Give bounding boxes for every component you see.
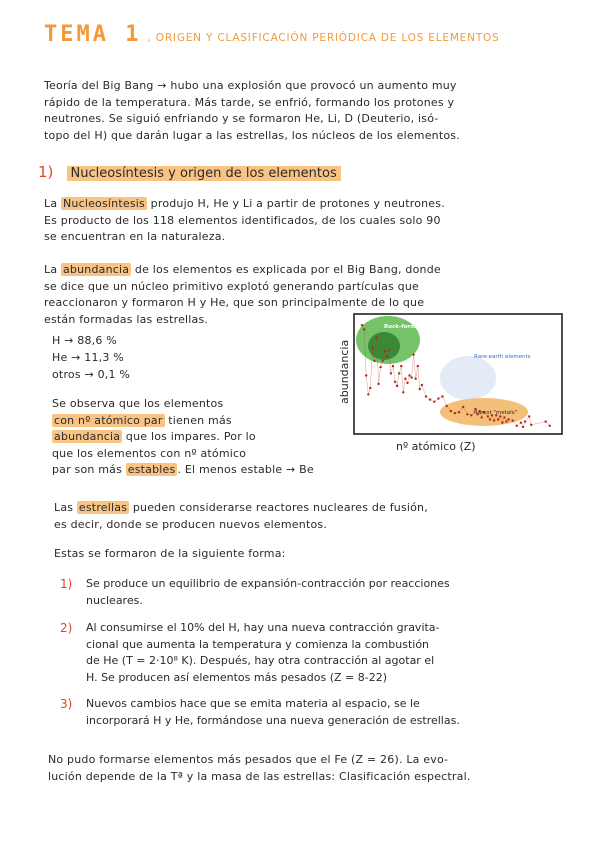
data-point: [446, 405, 448, 407]
data-point: [415, 378, 417, 380]
data-point: [512, 419, 514, 421]
data-point: [481, 416, 483, 418]
data-point: [365, 374, 367, 376]
paragraph-line: Se observa que los elementos: [52, 397, 224, 410]
paragraph-lead: La: [44, 263, 58, 276]
paragraph-line: lución depende de la Tª y la masa de las estrellas: Clasificación espectral.: [48, 769, 471, 783]
step-line: nucleares.: [86, 593, 143, 607]
rare-earth-region: [440, 356, 496, 400]
paragraph-text: que los impares. Por lo: [125, 430, 256, 443]
highlight-term: con nº atómico par: [54, 413, 163, 427]
title-subtitle: , ORIGEN Y CLASIFICACIÓN PERIÓDICA DE LOS ELEMENTOS: [147, 32, 500, 44]
stars-paragraph: [54, 500, 584, 533]
data-point: [507, 418, 509, 420]
percentage-item: otros → 0,1 %: [52, 368, 131, 381]
nucleosynthesis-paragraph: [44, 196, 584, 246]
highlight-term: abundancia: [62, 263, 130, 276]
page-title: [44, 22, 500, 47]
data-point: [549, 425, 551, 427]
data-point: [545, 420, 547, 422]
data-point: [520, 422, 522, 424]
data-point: [388, 349, 390, 351]
formation-step: [60, 696, 576, 729]
data-point: [516, 425, 518, 427]
intro-line: topo del H) que darán lugar a las estrellas, los núcleos de los elementos.: [44, 128, 460, 142]
section-title: Nucleosíntesis y origen de los elementos: [67, 166, 341, 181]
data-point: [375, 337, 377, 339]
data-point: [530, 424, 532, 426]
data-point: [398, 372, 400, 374]
data-point: [441, 395, 443, 397]
step-line: Nuevos cambios hace que se emita materia al espacio, se le: [86, 697, 420, 710]
step-line: Al consumirse el 10% del H, hay una nueva contracción gravita-: [86, 621, 440, 634]
paragraph-text: . El menos estable → Be: [177, 463, 314, 476]
observation-paragraph: [52, 396, 352, 479]
step-line: H. Se producen así elementos más pesados (Z = 8-22): [86, 670, 388, 684]
annotation-rock-forming: Rock-forming elements: [384, 324, 457, 330]
data-point: [379, 366, 381, 368]
data-point: [501, 422, 503, 424]
data-point: [503, 416, 505, 418]
data-point: [433, 401, 435, 403]
intro-line: neutrones. Se siguió enfriando y se formaron He, Li, D (Deuterio, isó-: [44, 112, 439, 125]
data-point: [404, 378, 406, 380]
section-number: 1): [38, 163, 54, 181]
highlight-term: Nucleosíntesis: [62, 197, 145, 210]
x-axis-label: nº atómico (Z): [396, 440, 476, 453]
intro-paragraph: [44, 78, 564, 144]
data-point: [505, 420, 507, 422]
paragraph-text: par son más: [52, 463, 123, 476]
paragraph-line: No pudo formarse elementos más pesados que el Fe (Z = 26). La evo-: [48, 753, 449, 766]
data-point: [450, 410, 452, 412]
annotation-rarest: Rarest "metals": [474, 410, 518, 416]
formation-intro: Estas se formaron de la siguiente forma:: [54, 547, 286, 560]
data-point: [373, 360, 375, 362]
formation-step: [60, 620, 576, 686]
data-point: [470, 414, 472, 416]
step-number: 2): [60, 621, 73, 635]
formation-step: [60, 576, 576, 609]
paragraph-line: es decir, donde se producen nuevos elementos.: [54, 517, 328, 531]
paragraph-line: Es producto de los 118 elementos identificados, de los cuales solo 90: [44, 213, 441, 227]
paragraph-lead: Las: [54, 501, 74, 514]
paragraph-line: reaccionaron y formaron H y He, que son principalmente de lo que: [44, 296, 425, 309]
paragraph-lead: La: [44, 197, 58, 210]
y-axis-label: abundancia: [338, 339, 351, 404]
paragraph-line: se encuentran en la naturaleza.: [44, 230, 226, 243]
paragraph-line: están formadas las estrellas.: [44, 312, 209, 326]
data-point: [412, 353, 414, 355]
annotation-rare-earth: Rare-earth elements: [474, 354, 531, 360]
data-point: [406, 382, 408, 384]
data-point: [489, 418, 491, 420]
data-point: [528, 415, 530, 417]
data-point: [437, 397, 439, 399]
intro-line: rápido de la temperatura. Más tarde, se enfrió, formando los protones y: [44, 95, 455, 109]
paragraph-text: produjo H, He y Li a partir de protones y neutrones.: [150, 197, 445, 210]
data-point: [425, 395, 427, 397]
highlight-term: abundancia: [54, 430, 121, 443]
data-point: [384, 350, 386, 352]
intro-line: Teoría del Big Bang → hubo una explosión que provocó un aumento muy: [44, 79, 457, 92]
data-point: [361, 324, 363, 326]
conclusion-paragraph: [48, 752, 588, 785]
data-point: [400, 365, 402, 367]
data-point: [392, 365, 394, 367]
section-heading: [38, 162, 341, 181]
data-point: [419, 388, 421, 390]
data-point: [454, 412, 456, 414]
paragraph-text: pueden considerarse reactores nucleares de fusión,: [132, 501, 428, 514]
data-point: [363, 328, 365, 330]
step-number: 3): [60, 697, 73, 711]
data-point: [377, 383, 379, 385]
data-point: [410, 376, 412, 378]
data-point: [369, 387, 371, 389]
data-point: [367, 393, 369, 395]
paragraph-text: tienen más: [168, 413, 232, 427]
step-line: incorporará H y He, formándose una nueva generación de estrellas.: [86, 713, 460, 727]
data-point: [402, 391, 404, 393]
data-point: [493, 419, 495, 421]
data-point: [386, 356, 388, 358]
data-point: [497, 418, 499, 420]
data-point: [421, 384, 423, 386]
percentage-item: He → 11,3 %: [52, 351, 124, 364]
data-point: [390, 372, 392, 374]
data-point: [396, 385, 398, 387]
data-point: [466, 413, 468, 415]
data-point: [462, 406, 464, 408]
paragraph-text: de los elementos es explicada por el Big Bang, donde: [134, 263, 441, 276]
step-line: Se produce un equilibrio de expansión-contracción por reacciones: [86, 577, 450, 590]
data-point: [524, 420, 526, 422]
data-point: [429, 398, 431, 400]
data-point: [458, 411, 460, 413]
data-point: [408, 374, 410, 376]
data-point: [417, 365, 419, 367]
highlight-term: estables: [127, 463, 176, 476]
data-point: [394, 381, 396, 383]
paragraph-line: que los elementos con nº atómico: [52, 446, 247, 460]
step-line: de He (T = 2·10⁸ K). Después, hay otra contracción al agotar el: [86, 654, 435, 667]
data-point: [371, 347, 373, 349]
data-point: [382, 360, 384, 362]
title-main: TEMA 1: [44, 22, 142, 47]
step-number: 1): [60, 577, 73, 591]
step-line: cional que aumenta la temperatura y comienza la combustión: [86, 637, 430, 651]
chart-background: [354, 314, 562, 434]
data-point: [522, 426, 524, 428]
abundance-percentages: [52, 332, 192, 383]
highlight-term: estrellas: [78, 501, 128, 514]
percentage-item: H → 88,6 %: [52, 334, 117, 347]
paragraph-line: se dice que un núcleo primitivo explotó generando partículas que: [44, 279, 419, 293]
abundance-chart: [336, 310, 576, 458]
